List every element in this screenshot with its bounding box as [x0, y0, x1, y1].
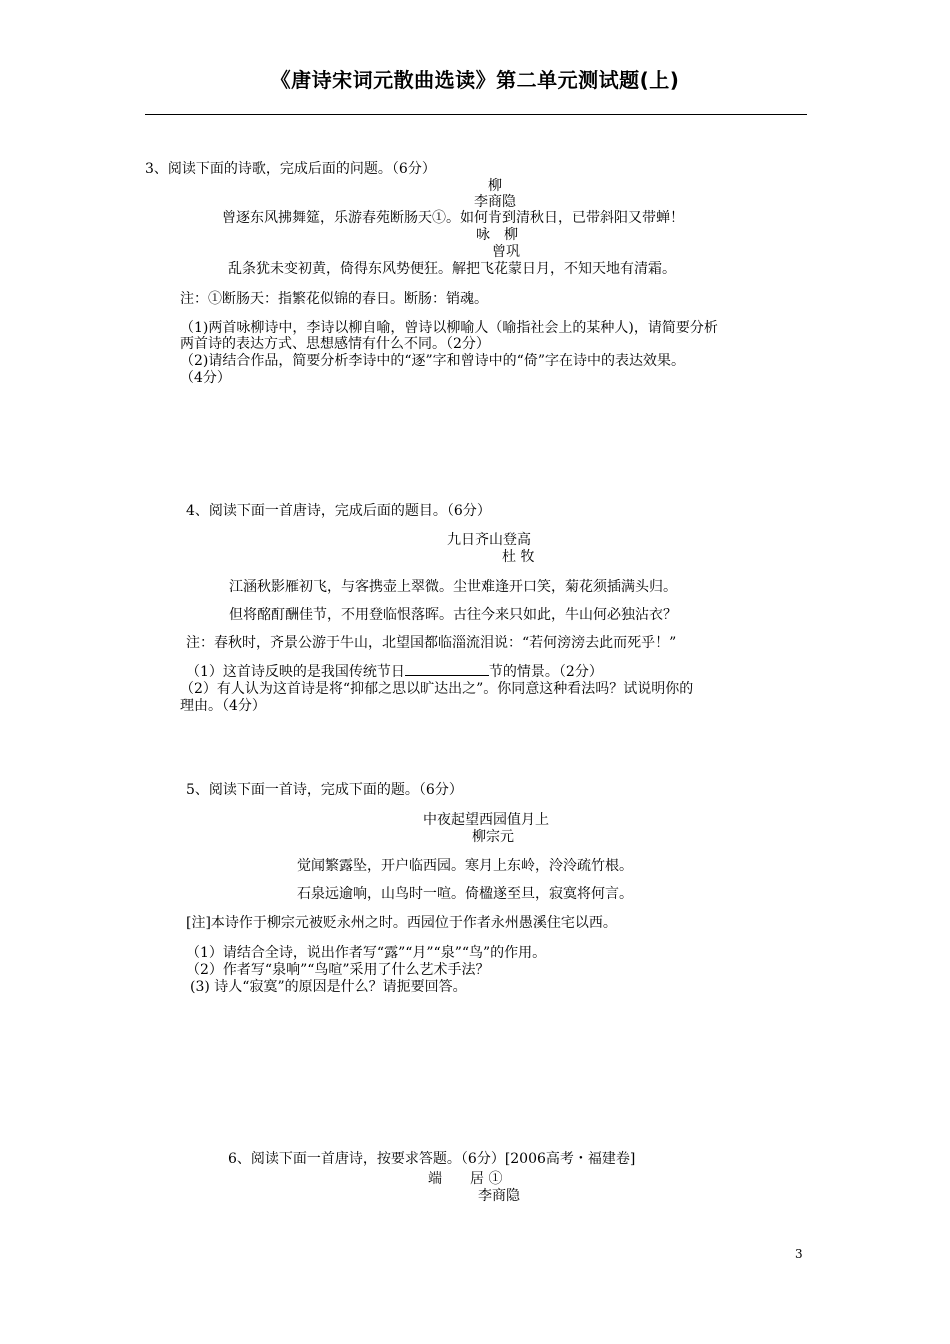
q4-sub1-text-b: 节的情景。（2分） — [488, 664, 603, 680]
q4-answer-blank[interactable] — [405, 663, 489, 676]
q4-note: 注：春秋时，齐景公游于牛山，北望国都临淄流泪说：“若何滂滂去此而死乎！” — [186, 635, 677, 651]
q4-prompt: 4、阅读下面一首唐诗，完成后面的题目。（6分） — [186, 503, 491, 519]
page-number: 3 — [795, 1247, 803, 1261]
q5-prompt: 5、阅读下面一首诗，完成下面的题。（6分） — [186, 782, 463, 798]
q6-poem-title: 端 居 ① — [428, 1171, 503, 1187]
q3-poem1-text: 曾逐东风拂舞筵，乐游春苑断肠天①。如何肯到清秋日，已带斜阳又带蝉！ — [222, 210, 684, 226]
q5-sub2: （2）作者写“泉响”“鸟喧”采用了什么艺术手法？ — [186, 962, 490, 978]
q4-sub1 — [186, 663, 603, 681]
q4-poem-title: 九日齐山登高 — [447, 532, 531, 548]
q5-poem-author: 柳宗元 — [472, 829, 514, 845]
q4-sub2-line1: （2）有人认为这首诗是将“抑郁之思以旷达出之”。你同意这种看法吗？试说明你的 — [180, 681, 694, 697]
q3-poem2-text: 乱条犹未变初黄，倚得东风势便狂。解把飞花蒙日月，不知天地有清霜。 — [228, 261, 676, 277]
q4-poem-line2: 但将酩酊酬佳节，不用登临恨落晖。古往今来只如此，牛山何必独沾衣？ — [229, 607, 677, 623]
q6-prompt: 6、阅读下面一首唐诗，按要求答题。（6分）[2006高考・福建卷] — [228, 1151, 636, 1167]
q5-note: [注]本诗作于柳宗元被贬永州之时。西园位于作者永州愚溪住宅以西。 — [186, 915, 617, 931]
q6-poem-author: 李商隐 — [478, 1188, 520, 1204]
q3-poem1-title: 柳 — [488, 178, 502, 194]
q3-note: 注：①断肠天：指繁花似锦的春日。断肠：销魂。 — [180, 291, 488, 307]
page-title: 《唐诗宋词元散曲选读》第二单元测试题(上) — [270, 68, 680, 92]
q3-prompt: 3、阅读下面的诗歌，完成后面的问题。（6分） — [145, 161, 436, 177]
q3-poem1-author: 李商隐 — [474, 194, 516, 210]
q5-poem-title: 中夜起望西园值月上 — [423, 812, 549, 828]
header-divider — [145, 114, 807, 115]
q3-poem2-author: 曾巩 — [492, 244, 520, 260]
q3-sub1-line2: 两首诗的表达方式、思想感情有什么不同。（2分） — [180, 336, 490, 352]
q5-poem-line2: 石泉远逾响，山鸟时一喧。倚楹遂至旦，寂寞将何言。 — [297, 886, 633, 902]
q3-sub2-line2: （4分） — [180, 370, 231, 386]
q5-sub1: （1）请结合全诗，说出作者写“露”“月”“泉”“鸟”的作用。 — [186, 945, 547, 961]
q3-poem2-title: 咏 柳 — [476, 227, 518, 243]
q4-sub1-text-a: （1）这首诗反映的是我国传统节日 — [186, 664, 405, 680]
q3-sub2-line1: （2)请结合作品，简要分析李诗中的“逐”字和曾诗中的“倚”字在诗中的表达效果。 — [180, 353, 685, 369]
q4-poem-author: 杜 牧 — [502, 549, 535, 565]
q3-sub1-line1: （1)两首咏柳诗中，李诗以柳自喻，曾诗以柳喻人（喻指社会上的某种人)，请简要分析 — [180, 320, 718, 336]
q4-sub2-line2: 理由。（4分） — [180, 698, 266, 714]
q4-poem-line1: 江涵秋影雁初飞，与客携壶上翠微。尘世难逢开口笑，菊花须插满头归。 — [229, 579, 677, 595]
q5-poem-line1: 觉闻繁露坠，开户临西园。寒月上东岭，泠泠疏竹根。 — [297, 858, 633, 874]
q5-sub3: (3) 诗人“寂寞”的原因是什么？请扼要回答。 — [190, 979, 467, 995]
